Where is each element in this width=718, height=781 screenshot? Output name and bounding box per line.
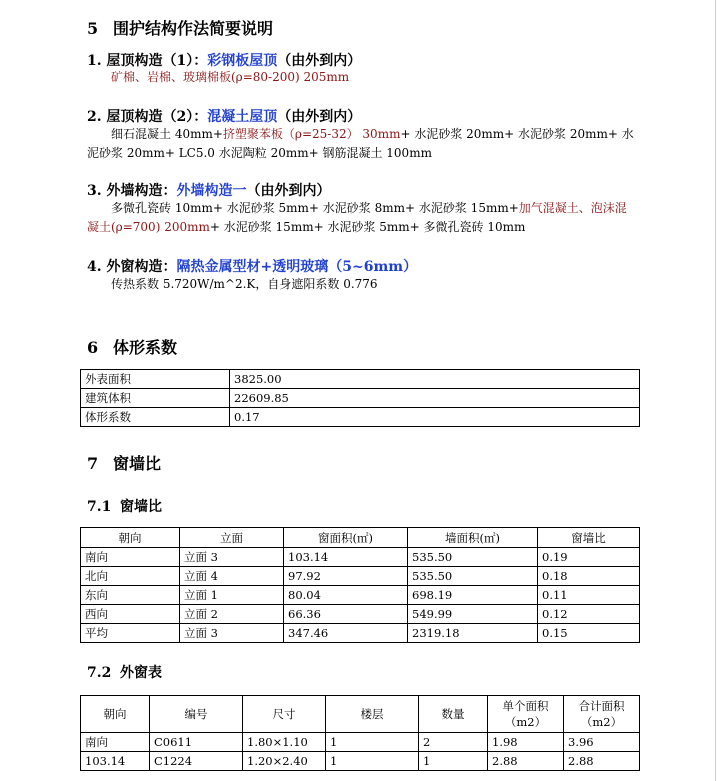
column-header: 合计面积（m2） — [564, 696, 640, 733]
table-cell: 0.15 — [538, 624, 640, 643]
table-cell: 2.88 — [564, 752, 640, 771]
table-cell: 立面 4 — [180, 567, 284, 586]
table-cell: 1 — [326, 733, 419, 752]
column-header: 楼层 — [326, 696, 419, 733]
table-cell: 698.19 — [408, 586, 538, 605]
table-cell: 2319.18 — [408, 624, 538, 643]
table-cell: 2 — [419, 733, 488, 752]
window-properties: 传热系数 5.720W/m^2.K，自身遮阳系数 0.776 — [111, 277, 378, 291]
table-cell: 535.50 — [408, 548, 538, 567]
table-cell: 1.98 — [488, 733, 564, 752]
table-row — [81, 586, 640, 605]
table-cell: 66.36 — [284, 605, 408, 624]
table-row — [81, 389, 640, 408]
section-6-heading: 6 体形系数 — [87, 338, 178, 357]
shape-coefficient-table — [80, 369, 640, 427]
table-row — [81, 408, 640, 427]
column-header: 窗面积(㎡) — [284, 528, 408, 548]
table-cell: 3825.00 — [230, 370, 640, 389]
window-heading: 4. 外窗构造：隔热金属型材+透明玻璃（5~6mm） — [87, 259, 418, 275]
table-row — [81, 605, 640, 624]
table-cell: 外表面积 — [81, 370, 230, 389]
column-header: 窗墙比 — [538, 528, 640, 548]
table-cell: 0.11 — [538, 586, 640, 605]
roof-2-layers-line1: 细石混凝土 40mm+挤塑聚苯板（ρ=25-32） 30mm+ 水泥砂浆 20mm+ 水泥砂浆 20mm+ 水 — [111, 127, 634, 141]
column-header: 单个面积（m2） — [488, 696, 564, 733]
table-cell: 南向 — [81, 548, 180, 567]
roof-2-name: 混凝土屋顶 — [207, 109, 278, 125]
section-5-heading — [87, 16, 273, 39]
table-cell: 平均 — [81, 624, 180, 643]
table-cell: 立面 1 — [180, 586, 284, 605]
section-7-heading: 7 窗墙比 — [87, 454, 162, 473]
table-cell: 3.96 — [564, 733, 640, 752]
table-row — [81, 624, 640, 643]
column-header: 尺寸 — [243, 696, 326, 733]
table-cell: 535.50 — [408, 567, 538, 586]
wall-name: 外墙构造一 — [176, 183, 247, 199]
table-cell: 立面 2 — [180, 605, 284, 624]
wall-heading: 3. 外墙构造：外墙构造一（由外到内） — [87, 183, 331, 199]
section-7-2-heading: 7.2 外窗表 — [87, 665, 162, 681]
table-cell: 1.80×1.10 — [243, 733, 326, 752]
table-cell: 体形系数 — [81, 408, 230, 427]
wall-layers-line2: 凝土(ρ=700) 200mm+ 水泥砂浆 15mm+ 水泥砂浆 5mm+ 多微孔瓷砖 10mm — [87, 220, 526, 234]
table-row — [81, 548, 640, 567]
table-cell: C0611 — [150, 733, 243, 752]
table-cell: 0.18 — [538, 567, 640, 586]
roof-1-name: 彩钢板屋顶 — [207, 53, 278, 69]
table-cell: 103.14 — [81, 752, 150, 771]
table-cell: 0.19 — [538, 548, 640, 567]
table-cell: 549.99 — [408, 605, 538, 624]
table-cell: 北向 — [81, 567, 180, 586]
table-cell: 347.46 — [284, 624, 408, 643]
window-name: 隔热金属型材+透明玻璃（5~6mm） — [176, 259, 418, 275]
window-wall-ratio-table — [80, 527, 640, 643]
column-header: 朝向 — [81, 528, 180, 548]
table-cell: 东向 — [81, 586, 180, 605]
column-header: 朝向 — [81, 696, 150, 733]
column-header: 数量 — [419, 696, 488, 733]
table-cell: 22609.85 — [230, 389, 640, 408]
table-row — [81, 370, 640, 389]
table-cell: 0.17 — [230, 408, 640, 427]
column-header: 编号 — [150, 696, 243, 733]
roof-2-layers-line2: 泥砂浆 20mm+ LC5.0 水泥陶粒 20mm+ 钢筋混凝土 100mm — [87, 146, 432, 160]
table-cell: 南向 — [81, 733, 150, 752]
table-cell: 西向 — [81, 605, 180, 624]
table-cell: 立面 3 — [180, 548, 284, 567]
section-number: 5 — [87, 19, 99, 38]
page-edge — [715, 0, 716, 781]
table-cell: 0.12 — [538, 605, 640, 624]
roof-2-heading: 2. 屋顶构造（2）：混凝土屋顶（由外到内） — [87, 109, 362, 125]
table-header-row — [81, 696, 640, 733]
table-cell: 80.04 — [284, 586, 408, 605]
table-cell: 立面 3 — [180, 624, 284, 643]
section-title: 围护结构作法简要说明 — [113, 19, 274, 38]
table-cell: 97.92 — [284, 567, 408, 586]
table-row — [81, 752, 640, 771]
column-header: 墙面积(㎡) — [408, 528, 538, 548]
table-cell: 1.20×2.40 — [243, 752, 326, 771]
wall-layers-line1: 多微孔瓷砖 10mm+ 水泥砂浆 5mm+ 水泥砂浆 8mm+ 水泥砂浆 15mm+加气混凝土、泡沫混 — [111, 201, 627, 215]
table-cell: 2.88 — [488, 752, 564, 771]
column-header: 立面 — [180, 528, 284, 548]
table-row — [81, 733, 640, 752]
exterior-window-table — [80, 695, 640, 771]
roof-1-layers: 矿棉、岩棉、玻璃棉板(ρ=80-200) 205mm — [111, 70, 350, 84]
table-cell: 1 — [419, 752, 488, 771]
table-cell: 1 — [326, 752, 419, 771]
table-cell: 103.14 — [284, 548, 408, 567]
table-row — [81, 567, 640, 586]
table-cell: 建筑体积 — [81, 389, 230, 408]
section-7-1-heading: 7.1 窗墙比 — [87, 499, 162, 515]
table-header-row — [81, 528, 640, 548]
table-cell: C1224 — [150, 752, 243, 771]
roof-1-heading: 1. 屋顶构造（1）：彩钢板屋顶（由外到内） — [87, 53, 362, 69]
